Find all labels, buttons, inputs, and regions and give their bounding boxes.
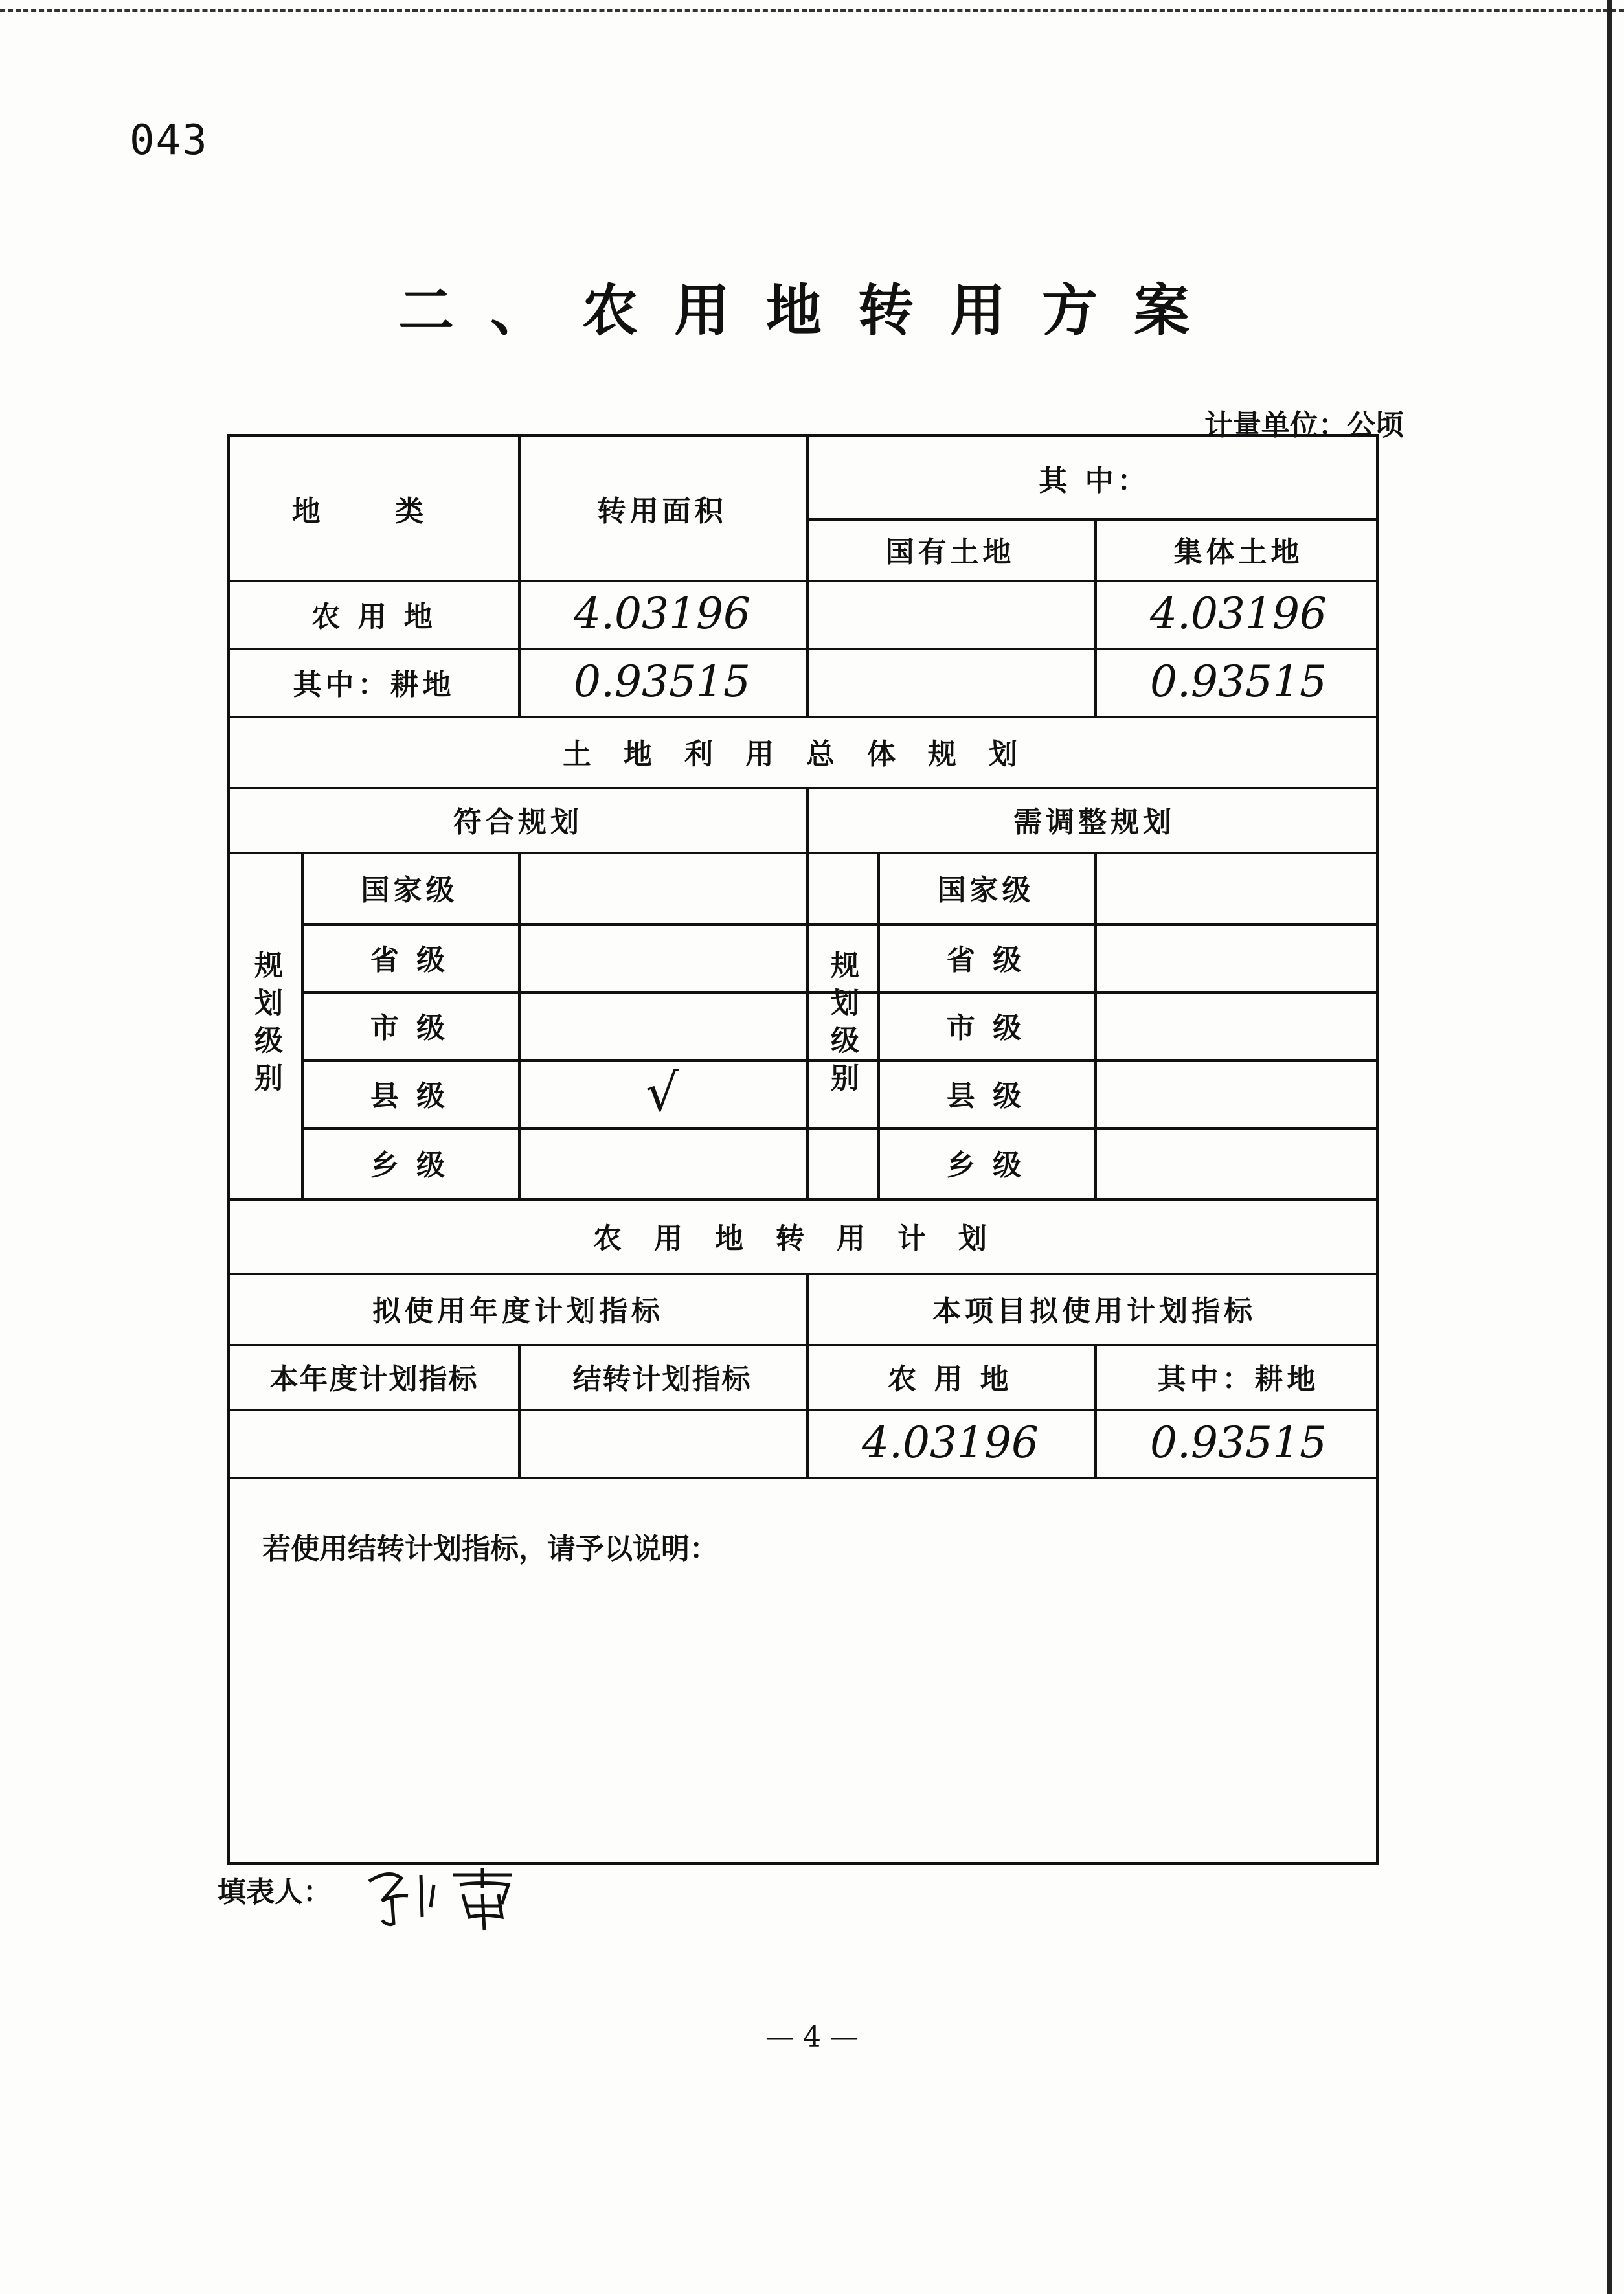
current-year-value <box>230 1409 518 1477</box>
land-type-header: 地 类 <box>291 495 457 528</box>
area-header: 转用面积 <box>597 495 727 528</box>
farmland-value: 4.03196 <box>862 1418 1039 1468</box>
level-label: 省 级 <box>946 943 1026 977</box>
signature <box>363 1856 531 1936</box>
state-value <box>806 580 1094 648</box>
comply-header: 符合规划 <box>453 806 583 839</box>
level-group-label-left <box>230 852 301 1198</box>
comply-mark <box>518 852 806 923</box>
unit-label: 计量单位：公顷 <box>1204 409 1404 442</box>
level-label: 县 级 <box>946 1079 1026 1113</box>
comply-mark <box>518 991 806 1059</box>
conversion-section-title: 农用地转用计划 <box>593 1221 1019 1255</box>
level-label: 国家级 <box>937 874 1035 907</box>
level-label: 乡 级 <box>946 1149 1026 1182</box>
area-value: 0.93515 <box>574 657 750 707</box>
current-year-header: 本年度计划指标 <box>269 1363 479 1396</box>
scan-border-top <box>0 9 1624 14</box>
level-label: 国家级 <box>361 874 458 907</box>
of-which-header: 其 中： <box>1039 464 1150 497</box>
collective-value: 4.03196 <box>1150 589 1327 639</box>
level-group-label: 规划级别 <box>249 949 282 1100</box>
level-label: 省 级 <box>370 943 449 977</box>
page-code: 043 <box>130 117 209 165</box>
comply-mark <box>518 1127 806 1198</box>
plan-section-title: 土地利用总体规划 <box>563 738 1050 771</box>
comply-mark-county: √ <box>646 1063 679 1123</box>
comply-mark <box>518 923 806 991</box>
level-group-label-right <box>806 852 877 1198</box>
page-title: 二、农用地转用方案 <box>398 278 1226 343</box>
handwritten-signature <box>363 1856 531 1933</box>
filler-label: 填表人： <box>218 1876 332 1909</box>
row-label: 其中：耕地 <box>293 668 455 701</box>
cultivated-value: 0.93515 <box>1150 1418 1327 1468</box>
row-label: 农 用 地 <box>311 600 436 633</box>
level-label: 市 级 <box>370 1011 449 1045</box>
conversion-form-table <box>227 434 1379 1865</box>
level-group-label: 规划级别 <box>826 949 859 1100</box>
level-label: 乡 级 <box>370 1149 449 1182</box>
carryover-header: 结转计划指标 <box>572 1363 752 1396</box>
state-value <box>806 648 1094 716</box>
collective-land-header: 集体土地 <box>1173 535 1303 569</box>
level-label: 市 级 <box>946 1011 1026 1045</box>
collective-value: 0.93515 <box>1150 657 1327 707</box>
area-value: 4.03196 <box>574 589 750 639</box>
farmland-header: 农 用 地 <box>888 1363 1013 1396</box>
state-land-header: 国有土地 <box>885 535 1015 569</box>
level-label: 县 级 <box>370 1079 449 1113</box>
project-quota-header: 本项目拟使用计划指标 <box>932 1295 1256 1328</box>
carryover-note: 若使用结转计划指标，请予以说明： <box>262 1532 718 1565</box>
adjust-header: 需调整规划 <box>1013 806 1175 839</box>
carryover-value <box>518 1409 806 1477</box>
annual-quota-header: 拟使用年度计划指标 <box>372 1295 664 1328</box>
page-footer: — 4 — <box>765 2021 859 2054</box>
cultivated-header: 其中：耕地 <box>1157 1363 1320 1396</box>
